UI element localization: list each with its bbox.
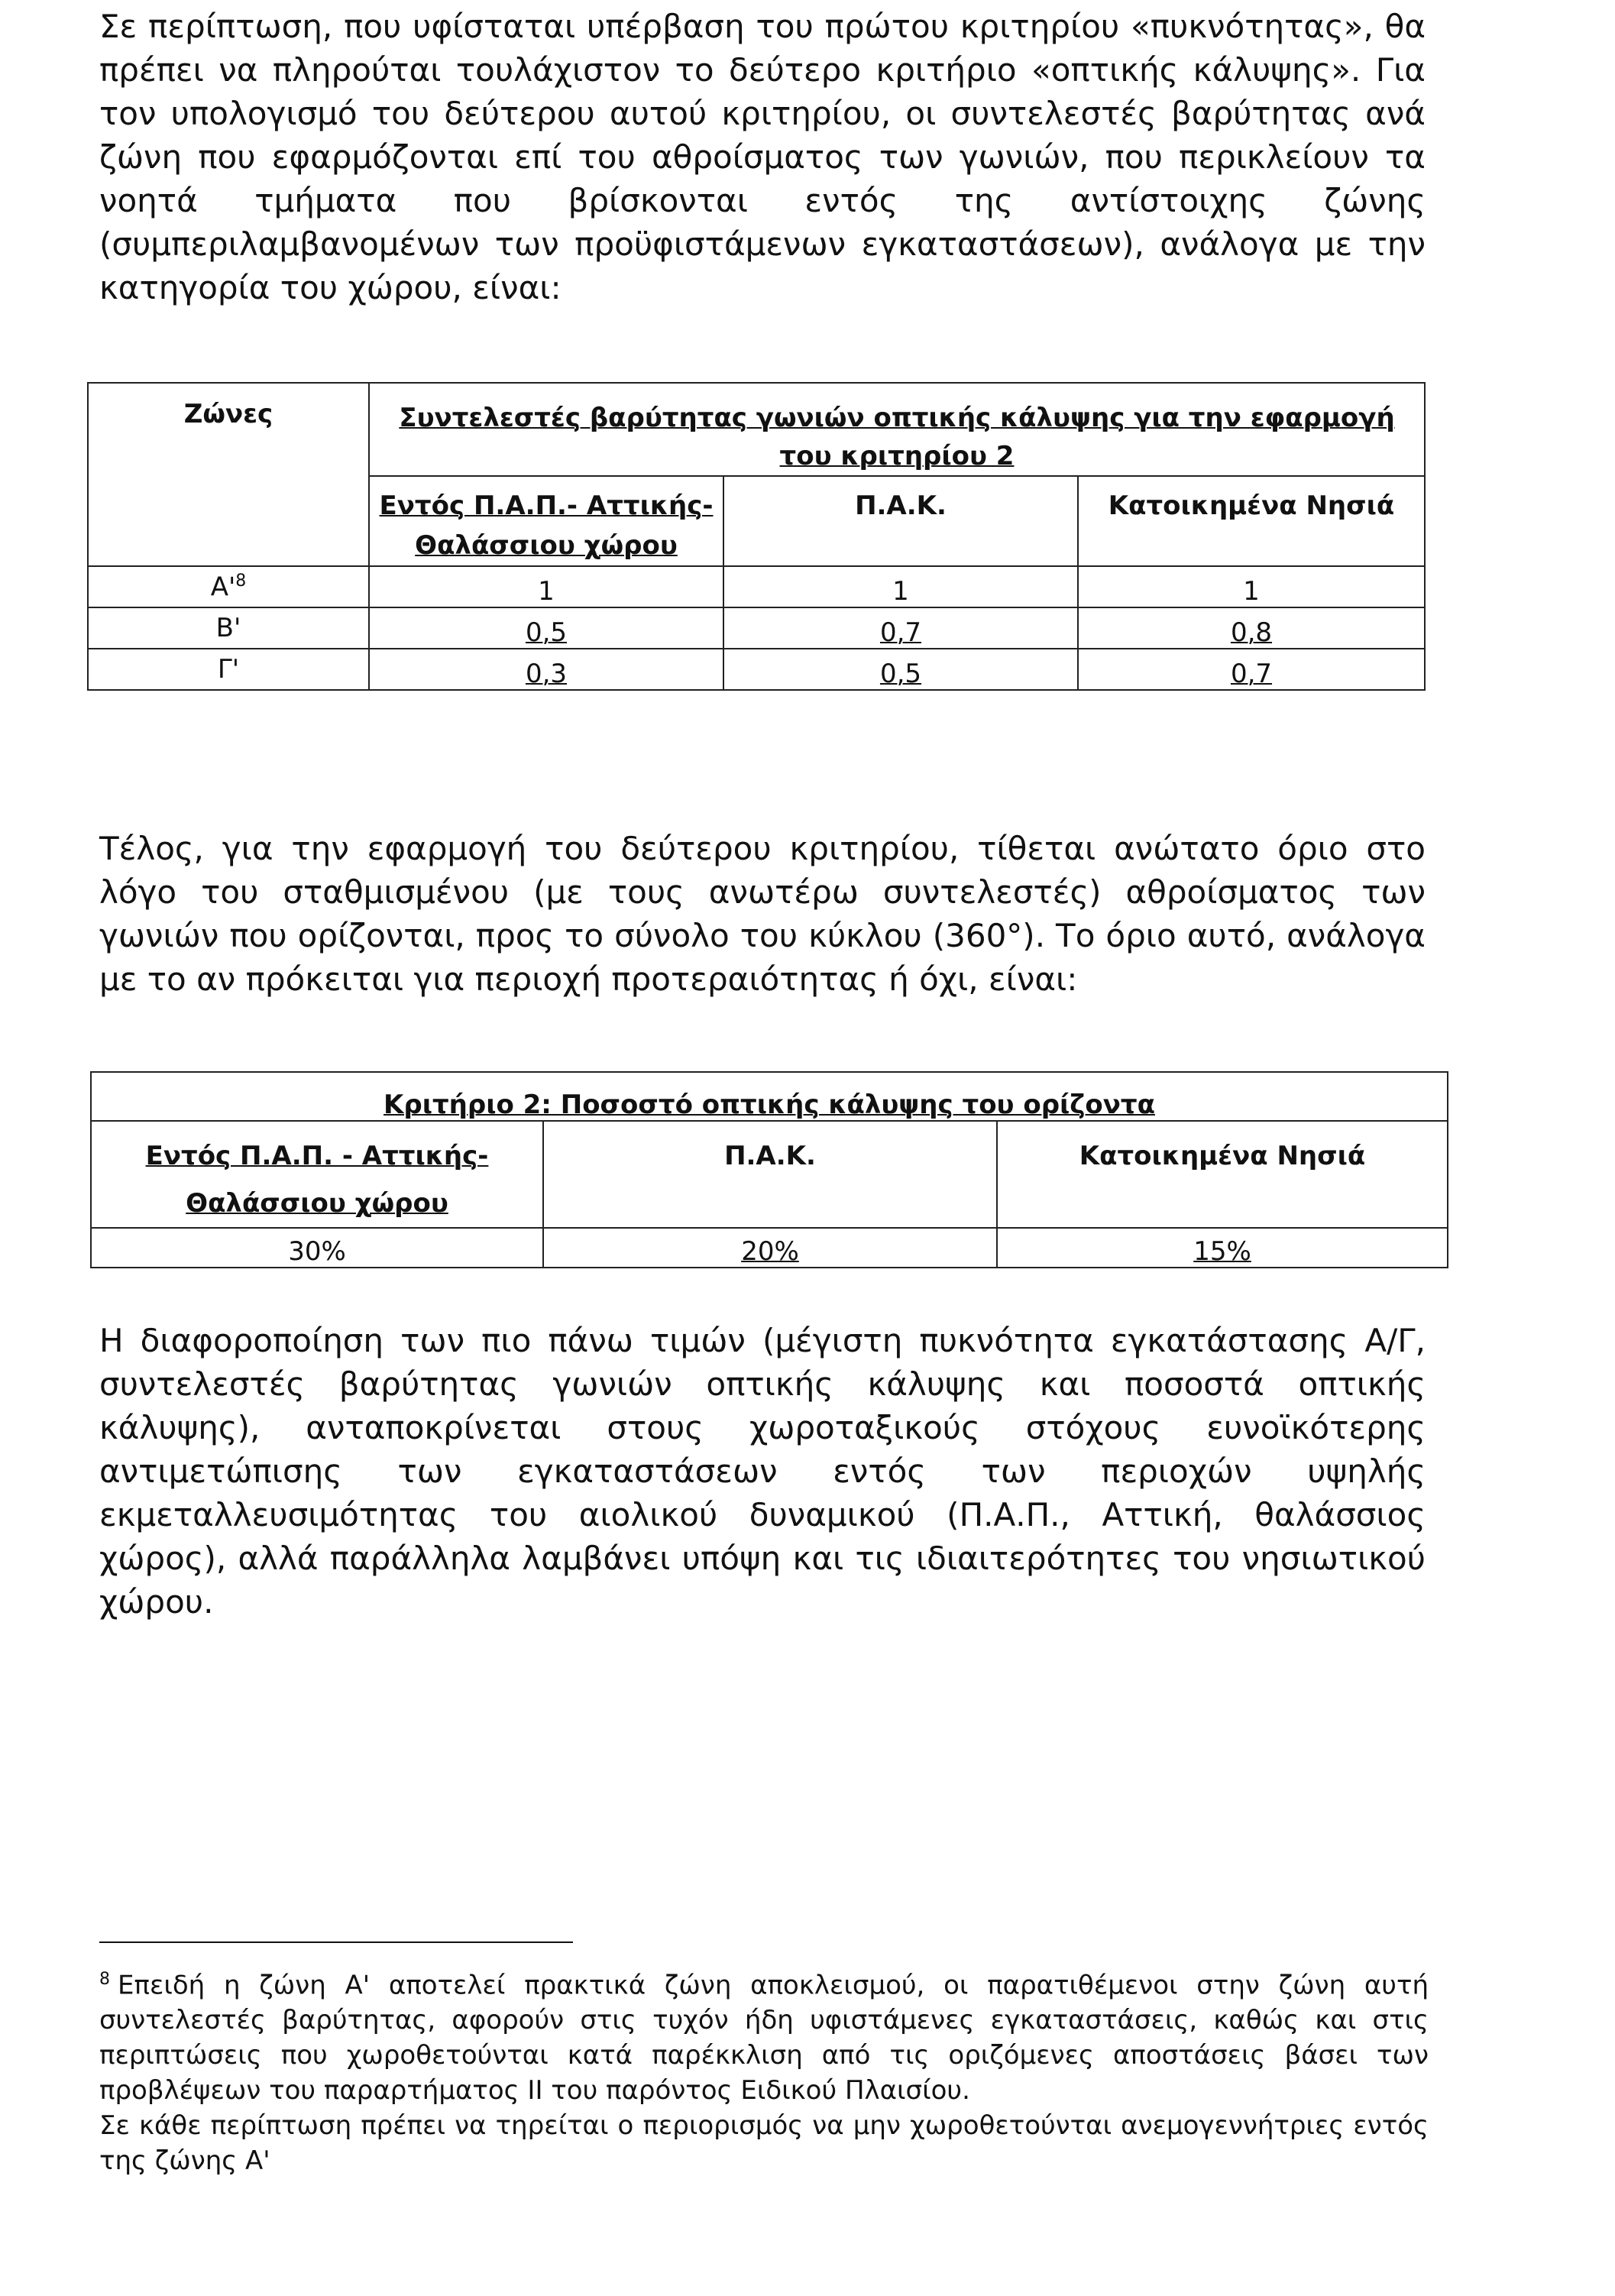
footnote-ref: 8	[235, 571, 247, 591]
value-text: 0,7	[1230, 659, 1273, 689]
footnote-body-1: Επειδή η ζώνη Α' αποτελεί πρακτικά ζώνη αποκλεισμού, οι παρατιθέμενοι στην ζώνη αυτή συντελεστές βαρύτητας, αφορούν στις τυχόν ήδη υφιστάμενες εγκαταστάσεις, καθώς και στις περιπτώσεις που χωροθετούνται κατά παρέκκλιση από τις οριζόμενες αποστάσεις βάσει των προβλέψεων του παραρτήματος ΙΙ του παρόντος Ειδικού Πλαισίου.	[99, 1970, 1429, 2107]
value-cell: 1	[1078, 566, 1425, 607]
limit-paragraph: Τέλος, για την εφαρμογή του δεύτερου κριτηρίου, τίθεται ανώτατο όριο στο λόγο του σταθμισμένου (με τους ανωτέρω συντελεστές) αθροίσματος των γωνιών που ορίζονται, προς το σύνολο του κύκλου (360°). Το όριο αυτό, ανάλογα με το αν πρόκειται για περιοχή προτεραιότητας ή όχι, είναι:	[99, 830, 1426, 998]
table-header-row	[88, 383, 1425, 476]
table-row	[88, 566, 1425, 607]
zones-header: Ζώνες	[88, 383, 369, 566]
col-islands-header: Κατοικημένα Νησιά	[1078, 476, 1425, 566]
footnote-mark: 8	[99, 1970, 110, 1989]
value-cell	[1078, 607, 1425, 649]
footnote-separator	[99, 1941, 573, 1943]
col-islands-header: Κατοικημένα Νησιά	[997, 1121, 1448, 1228]
coverage-percentage-table	[90, 1071, 1448, 1268]
intro-paragraph: Σε περίπτωση, που υφίσταται υπέρβαση του πρώτου κριτηρίου «πυκνότητας», θα πρέπει να πληρούται τουλάχιστον το δεύτερο κριτήριο «οπτικής κάλυψης». Για τον υπολογισμό του δεύτερου αυτού κριτηρίου, οι συντελεστές βαρύτητας ανά ζώνη που εφαρμόζονται επί του αθροίσματος των γωνιών, που περικλείουν τα νοητά τμήματα που βρίσκονται εντός της αντίστοιχης ζώνης (συμπεριλαμβανομένων των προϋφιστάμενων εγκαταστάσεων), ανάλογα με την κατηγορία του χώρου, είναι:	[99, 8, 1426, 306]
table-subheader-row	[91, 1121, 1448, 1228]
value-text: 0,7	[879, 617, 922, 648]
value-text: 15%	[1193, 1236, 1251, 1267]
col-pap-header-text: Εντός Π.Α.Π. - Αττικής-Θαλάσσιου χώρου	[145, 1141, 489, 1219]
col-pak-header: Π.Α.Κ.	[543, 1121, 997, 1228]
zone-label: Α'	[210, 572, 236, 603]
col-pak-header: Π.Α.Κ.	[723, 476, 1078, 566]
col-pap-header	[91, 1121, 543, 1228]
col-pap-header	[369, 476, 723, 566]
table-row	[88, 607, 1425, 649]
value-text: 0,5	[879, 659, 922, 689]
value-cell: 1	[723, 566, 1078, 607]
value-cell	[543, 1228, 997, 1268]
value-cell	[723, 607, 1078, 649]
criterion-title	[91, 1072, 1448, 1121]
zone-cell	[88, 607, 369, 649]
value-text: 20%	[741, 1236, 799, 1267]
value-cell	[369, 607, 723, 649]
value-cell	[1078, 649, 1425, 690]
zone-cell	[88, 566, 369, 607]
table-row	[91, 1228, 1448, 1268]
value-cell: 30%	[91, 1228, 543, 1268]
value-cell: 1	[369, 566, 723, 607]
table-row	[88, 649, 1425, 690]
zone-label: Γ'	[217, 654, 240, 685]
value-text: 0,8	[1230, 617, 1273, 648]
weight-coefficients-table	[87, 382, 1426, 691]
footnote-text-2: Σε κάθε περίπτωση πρέπει να τηρείται ο περιορισμός να μην χωροθετούνται ανεμογεννήτριες εντός της ζώνης Α'	[99, 2110, 1429, 2177]
zone-label: Β'	[215, 613, 241, 643]
coefficients-header-text: Συντελεστές βαρύτητας γωνιών οπτικής κάλυψης για την εφαρμογή του κριτηρίου 2	[399, 403, 1395, 471]
criterion-title-text: Κριτήριο 2: Ποσοστό οπτικής κάλυψης του ορίζοντα	[384, 1090, 1155, 1120]
coefficients-header	[369, 383, 1425, 476]
col-pap-header-text: Εντός Π.Α.Π.- Αττικής-Θαλάσσιου χώρου	[379, 491, 714, 561]
footnote-text-1	[99, 1962, 1429, 2108]
value-text: 0,3	[525, 659, 568, 689]
footnote	[99, 1962, 1429, 2178]
value-text: 0,5	[525, 617, 568, 648]
table-title-row	[91, 1072, 1448, 1121]
value-cell	[997, 1228, 1448, 1268]
value-cell	[369, 649, 723, 690]
zone-cell	[88, 649, 369, 690]
conclusion-paragraph: Η διαφοροποίηση των πιο πάνω τιμών (μέγιστη πυκνότητα εγκατάστασης Α/Γ, συντελεστές βαρύτητας γωνιών οπτικής κάλυψης και ποσοστά οπτικής κάλυψης), ανταποκρίνεται στους χωροταξικούς στόχους ευνοϊκότερης αντιμετώπισης των εγκαταστάσεων εντός των περιοχών υψηλής εκμεταλλευσιμότητας του αιολικού δυναμικού (Π.Α.Π., Αττική, θαλάσσιος χώρος), αλλά παράλληλα λαμβάνει υπόψη και τις ιδιαιτερότητες του νησιωτικού χώρου.	[99, 1322, 1426, 1621]
value-cell	[723, 649, 1078, 690]
